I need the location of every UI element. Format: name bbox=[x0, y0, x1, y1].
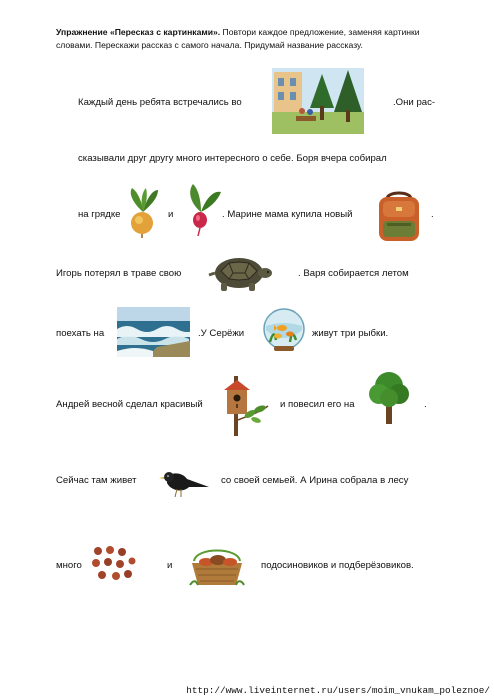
story-line-4b: . Варя собирается летом bbox=[298, 268, 409, 279]
story-line-3b: и bbox=[168, 209, 174, 220]
story-line-6b: и повесил его на bbox=[280, 399, 355, 410]
backpack-picture bbox=[373, 189, 425, 245]
story-line-7b: со своей семьей. А Ирина собрала в лесу bbox=[221, 475, 409, 486]
footer-url[interactable]: http://www.liveinternet.ru/users/moim_vnukam_poleznoe/ bbox=[186, 685, 490, 696]
beet-picture bbox=[124, 186, 162, 238]
story-line-6a: Андрей весной сделал красивый bbox=[56, 399, 203, 410]
story-line-6c: . bbox=[424, 399, 427, 410]
yard-picture bbox=[272, 68, 364, 134]
mushroom-basket-picture bbox=[188, 543, 246, 587]
story-line-2: сказывали друг другу много интересного о себе. Боря вчера собирал bbox=[78, 153, 387, 164]
story-line-3a: на грядке bbox=[78, 209, 121, 220]
story-line-1a: Каждый день ребята встречались во bbox=[78, 97, 242, 108]
radish-picture bbox=[183, 182, 223, 236]
story-line-4a: Игорь потерял в траве свою bbox=[56, 268, 182, 279]
story-line-7a: Сейчас там живет bbox=[56, 475, 137, 486]
story-line-1b: .Они рас- bbox=[393, 97, 436, 108]
tree-picture bbox=[367, 368, 411, 424]
birdhouse-picture bbox=[220, 376, 270, 436]
story-line-3c: . Марине мама купила новый bbox=[222, 209, 353, 220]
story-line-5b: .У Серёжи bbox=[198, 328, 245, 339]
starling-picture bbox=[157, 467, 213, 499]
instruction-title: Упражнение «Пересказ с картинками». bbox=[56, 27, 221, 37]
story-line-8c: подосиновиков и подберёзовиков. bbox=[261, 560, 414, 571]
story-line-8b: и bbox=[167, 560, 173, 571]
story-line-5a: поехать на bbox=[56, 328, 105, 339]
aquarium-picture bbox=[260, 306, 308, 354]
turtle-picture bbox=[207, 253, 273, 293]
story-line-3d: . bbox=[431, 209, 434, 220]
sea-picture bbox=[117, 307, 190, 357]
instruction bbox=[56, 26, 436, 52]
instruction-text: Повтори каждое предложение, заменяя картинки словами. Перескажи рассказ с самого начала. Придумай название рассказу. bbox=[56, 27, 420, 50]
hazelnuts-picture bbox=[90, 545, 136, 585]
story-line-5c: живут три рыбки. bbox=[312, 328, 389, 339]
story-line-8a: много bbox=[56, 560, 82, 571]
